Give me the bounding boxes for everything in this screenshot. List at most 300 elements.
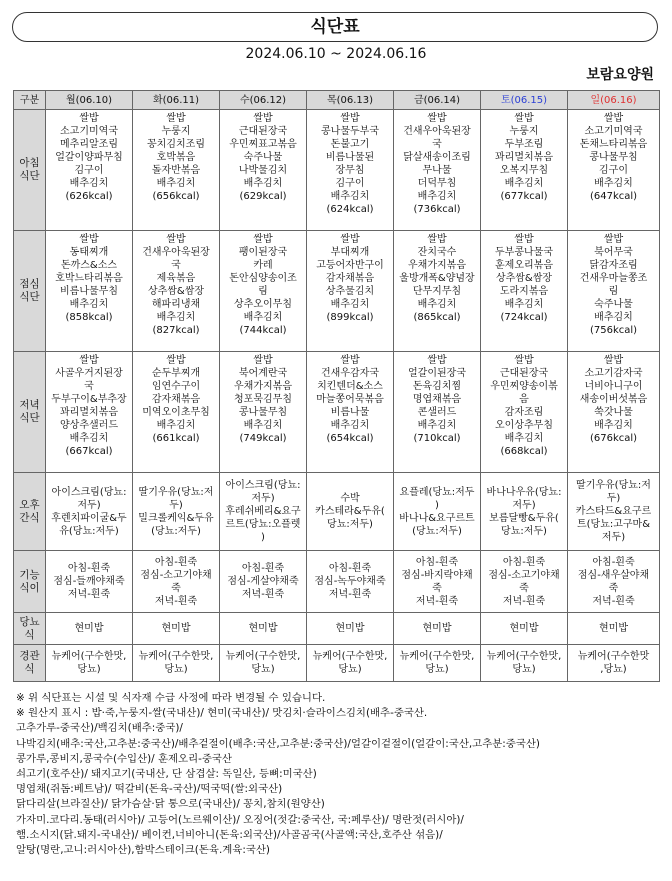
menu-item: 배추김치 (69, 299, 109, 310)
menu-item: 사골우거지된장 (55, 368, 123, 379)
menu-item: 쌀밥 (253, 355, 273, 366)
menu-item: (당뇨:저두) (412, 525, 462, 537)
menu-cell (481, 110, 568, 231)
menu-item: (676kcal) (589, 433, 638, 444)
menu-item: 배추김치 (69, 178, 109, 189)
notes (16, 691, 666, 858)
menu-item: 쌀밥 (427, 234, 447, 245)
note-line: 햄.소시지(닭.돼지-국내산)/ 베이컨,너비아니(돈육:외국산)/사골곰국(사골액:국산,호주산 섞음)/ (16, 828, 443, 841)
menu-item: 국 (171, 260, 181, 271)
day-header: 수(06.12) (220, 91, 307, 110)
menu-item: 점심-소고기야채 (140, 569, 212, 581)
row-label-line: 식이 (19, 581, 40, 594)
row-label (14, 613, 46, 645)
menu-row-snack (14, 473, 660, 551)
menu-item: 저두) (251, 493, 275, 504)
menu-item: (667kcal) (65, 446, 113, 457)
menu-item: 오이상추무침 (495, 420, 553, 431)
menu-item: 배추김치 (417, 191, 457, 202)
menu-row-functional-diet (14, 551, 660, 613)
menu-item: (654kcal) (326, 433, 374, 444)
menu-row-tube-feeding (14, 645, 660, 682)
menu-item: 현미밥 (509, 623, 539, 634)
menu-item: 배추김치 (504, 299, 544, 310)
menu-item: (756kcal) (589, 325, 638, 336)
menu-item: (858kcal) (65, 312, 113, 323)
menu-cell (133, 352, 220, 473)
menu-item: 우채가지볶음 (234, 381, 292, 392)
menu-item: (749kcal) (239, 433, 287, 444)
menu-item: (865kcal) (413, 312, 461, 323)
menu-item: 감자조림 (504, 407, 544, 418)
menu-item: 훈제오리볶음 (495, 260, 553, 271)
note-line: ※ 위 식단표는 시설 및 식자재 수급 사정에 따라 변경될 수 있습니다. (16, 692, 326, 704)
menu-cell (133, 473, 220, 551)
menu-item: 점심-바지락야채 (401, 569, 473, 581)
menu-item: 점심-녹두야채죽 (314, 576, 386, 587)
menu-item: 현미밥 (161, 623, 191, 634)
menu-cell (307, 613, 394, 645)
menu-cell (46, 110, 133, 231)
menu-item: 얼갈이양파무침 (55, 152, 123, 163)
menu-item: 쌀밥 (427, 355, 447, 366)
menu-item: 상추쌈&쌈장 (495, 273, 553, 284)
row-label-line: 저녁 (19, 399, 40, 411)
menu-item: 쑥갓나물 (594, 407, 633, 418)
menu-item: 후렌치파이굴&두 (51, 512, 127, 524)
menu-item: ,당뇨) (600, 664, 627, 675)
menu-item: 바나나우유(당뇨: (486, 486, 562, 498)
menu-item: 저녁-흰죽 (241, 589, 285, 600)
menu-item: 쌀밥 (340, 113, 360, 124)
menu-cell (394, 613, 481, 645)
menu-item: 장무침 (335, 165, 365, 176)
menu-item: 김구이 (335, 178, 365, 189)
menu-item: 순두부찌개 (151, 368, 201, 379)
menu-item: 돈까스&소스 (60, 260, 118, 271)
menu-item: (744kcal) (239, 325, 287, 336)
menu-item: 아침-흰죽 (154, 556, 198, 568)
menu-item: 고등어자반구이 (316, 260, 384, 271)
menu-item: 점심-들깨야채죽 (53, 576, 125, 587)
menu-row-lunch (14, 231, 660, 352)
menu-item: 근대된장국 (238, 126, 288, 137)
menu-item: 두부조림 (504, 139, 544, 150)
menu-cell (394, 551, 481, 613)
menu-cell (394, 473, 481, 551)
row-label (14, 645, 46, 682)
menu-item: 뉴케어(구수한맛, (51, 651, 127, 662)
menu-item: 카스타드&요구르 (575, 506, 652, 517)
menu-cell (568, 352, 660, 473)
menu-cell (220, 645, 307, 682)
menu-item: 돌자반볶음 (151, 165, 201, 176)
menu-cell (307, 645, 394, 682)
menu-item: 팽이된장국 (238, 247, 288, 258)
menu-cell (46, 645, 133, 682)
row-label-line: 기능 (19, 568, 40, 581)
menu-cell (481, 352, 568, 473)
menu-item: 음 (519, 394, 529, 405)
menu-item: 현미밥 (335, 623, 365, 634)
menu-item: (899kcal) (326, 312, 374, 323)
menu-cell (394, 110, 481, 231)
menu-cell (46, 352, 133, 473)
menu-item: 당뇨:저두) (501, 525, 547, 537)
menu-item: 쌀밥 (603, 234, 624, 245)
menu-item: 건새우감자국 (321, 368, 379, 379)
menu-item: 현미밥 (248, 623, 278, 634)
menu-item: 치킨텐더&소스 (317, 381, 383, 392)
row-label (14, 473, 46, 551)
menu-item: 명엽채볶음 (412, 394, 462, 405)
row-label-line: 당뇨 (19, 615, 40, 628)
row-label (14, 110, 46, 231)
note-line: 가자미.코다리.동태(러시아)/ 고등어(노르웨이산)/ 오징어(젓갈:중국산, 국:페루산)/ 명란젓(러시아)/ (16, 813, 464, 826)
menu-item: 죽 (519, 582, 529, 594)
menu-item: 두) (169, 499, 183, 511)
menu-item: 동태찌개 (69, 247, 109, 258)
menu-item: 쌀밥 (603, 355, 624, 366)
note-line: 쇠고기(호주산)/ 돼지고기(국내산, 단 삼겹살: 독일산, 등뼈:미국산) (16, 768, 317, 781)
facility-name: 보람요양원 (586, 67, 654, 83)
menu-item: 청포묵김무침 (234, 394, 292, 405)
menu-item: 당뇨) (425, 664, 449, 675)
menu-item: 쌀밥 (514, 113, 534, 124)
menu-item: 콩나물무침 (238, 407, 288, 418)
menu-item: 저녁-흰죽 (415, 595, 459, 607)
row-label-line: 식 (24, 663, 35, 675)
menu-item: 근대된장국 (499, 368, 549, 379)
menu-item: 단무지무침 (412, 286, 462, 297)
menu-item: 돈안심양송이조 (229, 273, 297, 284)
menu-cell (307, 551, 394, 613)
menu-item: 콘샐러드 (417, 407, 457, 418)
menu-item: 쌀밥 (166, 113, 186, 124)
menu-cell (394, 231, 481, 352)
menu-item: 당뇨) (251, 664, 275, 675)
menu-cell (220, 352, 307, 473)
menu-item: 돈불고기 (330, 139, 370, 150)
menu-cell (481, 613, 568, 645)
menu-item: 뉴케어(구수한맛 (577, 651, 650, 662)
menu-item: 쌀밥 (79, 234, 99, 245)
menu-item: 죽 (608, 582, 619, 594)
menu-item: 김구이 (74, 165, 104, 176)
menu-item: 당뇨) (164, 664, 188, 675)
menu-cell (568, 645, 660, 682)
menu-row-diabetic-diet (14, 613, 660, 645)
menu-item: 국 (432, 139, 442, 150)
note-line: 콩가루,콩비지,콩국수(수입산)/ 훈제오리-중국산 (16, 752, 232, 765)
menu-item: 울방개폭&양념장 (399, 273, 475, 284)
menu-item: 돈육김치찜 (412, 381, 462, 392)
day-header-saturday: 토(06.15) (481, 91, 568, 110)
menu-cell (220, 231, 307, 352)
menu-item: 배추김치 (417, 420, 457, 431)
menu-item: 카레 (253, 260, 273, 271)
menu-item: 닭살새송이조림 (403, 152, 471, 163)
menu-item: 꽈리멸치볶음 (495, 152, 553, 163)
menu-item: 저녁-흰죽 (67, 589, 111, 600)
menu-item: 호박볶음 (156, 152, 196, 163)
menu-item: (677kcal) (500, 191, 548, 202)
menu-item: 트(당뇨:고구마& (576, 519, 651, 530)
menu-item: 수박 (340, 493, 360, 504)
menu-item: 도라지볶음 (499, 286, 549, 297)
menu-item: 저녁-흰죽 (592, 595, 635, 607)
menu-title: 식단표 (12, 12, 658, 42)
menu-item: 비름나물된 (325, 152, 375, 163)
menu-item: (당뇨:저두) (151, 525, 201, 537)
menu-item: 배추김치 (156, 312, 196, 323)
menu-item: 죽 (432, 582, 442, 594)
menu-item: 당뇨) (338, 664, 362, 675)
menu-item: 쌀밥 (603, 113, 624, 124)
note-line: 닭다리살(브라질산)/ 닭가슴살·닭 통으로(국내산)/ 꽁치,참치(원양산) (16, 798, 325, 811)
menu-item: 북어계란국 (238, 368, 288, 379)
menu-period: 2024.06.10 ~ 2024.06.16 (245, 46, 427, 62)
menu-item: 해파리냉채 (151, 299, 201, 310)
row-label (14, 352, 46, 473)
menu-cell (568, 231, 660, 352)
menu-item: 뉴케어(구수한맛, (486, 651, 562, 662)
menu-item: 비름나물무침 (60, 286, 118, 297)
row-label-line: 간식 (19, 511, 40, 524)
menu-item: 닭감자조림 (589, 260, 638, 271)
menu-item: 아이스크림(당뇨: (225, 480, 301, 491)
row-label-line: 아침 (19, 157, 40, 169)
row-label-line: 식 (24, 628, 35, 641)
menu-item: 배추김치 (504, 433, 544, 444)
menu-item: (736kcal) (413, 204, 461, 215)
menu-cell (481, 551, 568, 613)
menu-item: (624kcal) (326, 204, 374, 215)
menu-item: 요플레(당뇨:저두 (399, 486, 475, 498)
menu-cell (307, 473, 394, 551)
menu-item: 아침-흰죽 (328, 563, 372, 574)
menu-item: 후레쉬베리&요구 (225, 506, 301, 517)
menu-item: 배추김치 (594, 420, 633, 431)
menu-item: 쌀밥 (253, 113, 273, 124)
menu-item: 딸기우유(당뇨:저 (138, 486, 214, 498)
menu-cell (481, 473, 568, 551)
menu-item: 우채가지볶음 (408, 260, 466, 271)
menu-item: 소고기감자국 (584, 368, 643, 379)
day-header: 월(06.10) (46, 91, 133, 110)
menu-cell (568, 473, 660, 551)
menu-item: 쌀밥 (166, 355, 186, 366)
menu-cell (307, 352, 394, 473)
menu-cell (481, 231, 568, 352)
menu-item: 나박물김치 (238, 165, 288, 176)
menu-item: 더덕무침 (417, 178, 457, 189)
menu-item: 오복지무침 (499, 165, 549, 176)
menu-item: 르트(당뇨:오플렛 (225, 519, 301, 530)
menu-cell (307, 231, 394, 352)
menu-item: 마늘쫑어묵볶음 (316, 394, 384, 405)
menu-item: 호박느타리볶음 (55, 273, 123, 284)
menu-item: 아침-흰죽 (241, 563, 285, 574)
menu-item: 배추김치 (594, 312, 633, 323)
menu-item: 감자채볶음 (151, 394, 201, 405)
menu-item: 아이스크림(당뇨: (51, 486, 127, 498)
menu-item: 저두) (601, 532, 626, 543)
menu-item: 배추김치 (69, 433, 109, 444)
menu-item: (661kcal) (152, 433, 200, 444)
menu-item: 미역오이초무침 (142, 407, 210, 418)
menu-item: 유(당뇨:저두) (59, 525, 119, 537)
menu-item: 비름나물 (330, 407, 370, 418)
menu-item: 쌀밥 (340, 355, 360, 366)
menu-item: 죽 (171, 582, 181, 594)
menu-item: 두) (606, 493, 621, 504)
menu-item: 양상추샐러드 (60, 420, 118, 431)
menu-row-breakfast (14, 110, 660, 231)
menu-item: 배추김치 (156, 178, 196, 189)
menu-item: 우민찌표고볶음 (229, 139, 297, 150)
menu-item: 배추김치 (243, 178, 283, 189)
menu-item: 배추김치 (243, 312, 283, 323)
menu-cell (46, 551, 133, 613)
row-label-line: 식단 (19, 291, 40, 303)
menu-item: 쌀밥 (79, 113, 99, 124)
menu-cell (46, 473, 133, 551)
menu-item: 두부구이&부추장 (51, 394, 127, 405)
menu-item: (626kcal) (65, 191, 113, 202)
menu-item: 뉴케어(구수한맛, (225, 651, 301, 662)
menu-cell (220, 551, 307, 613)
menu-item: ) (261, 532, 265, 543)
menu-item: 점심-게살야채죽 (227, 576, 299, 587)
menu-item: 배추김치 (504, 178, 544, 189)
menu-item: (710kcal) (413, 433, 461, 444)
note-line: ※ 원산지 표시 : 밥·죽,누룽지-쌀(국내산)/ 현미(국내산)/ 맛김치·슬라이스김치(배추-중국산. (16, 707, 428, 720)
menu-item: 임연수구이 (151, 381, 201, 392)
menu-item: 당뇨) (512, 664, 536, 675)
menu-cell (133, 110, 220, 231)
menu-item: 뉴케어(구수한맛, (138, 651, 214, 662)
menu-item: 두부콩나물국 (495, 247, 553, 258)
row-label-line: 점심 (19, 278, 40, 290)
menu-cell (568, 551, 660, 613)
menu-item: 뉴케어(구수한맛, (312, 651, 388, 662)
menu-item: 현미밥 (422, 623, 452, 634)
menu-cell (481, 645, 568, 682)
menu-item: 저녁-흰죽 (328, 589, 372, 600)
menu-item: 배추김치 (330, 299, 370, 310)
menu-item: 림 (608, 286, 619, 297)
menu-item: 당뇨:저두) (327, 519, 373, 530)
day-header: 금(06.14) (394, 91, 481, 110)
day-header-sunday: 일(06.16) (568, 91, 660, 110)
menu-item: 저녁-흰죽 (502, 595, 546, 607)
menu-item: (647kcal) (589, 191, 638, 202)
menu-item: 딸기우유(당뇨:저 (576, 480, 651, 491)
menu-item: 감자채볶음 (325, 273, 375, 284)
menu-cell (133, 231, 220, 352)
menu-item: 새송이버섯볶음 (579, 394, 648, 405)
menu-cell (46, 613, 133, 645)
menu-item: 콩나물무침 (589, 152, 638, 163)
menu-item: 쌀밥 (514, 234, 534, 245)
menu-cell (568, 110, 660, 231)
menu-item: 건새우마늘쫑조 (579, 273, 648, 284)
menu-item: 쌀밥 (253, 234, 273, 245)
menu-item: 현미밥 (74, 623, 104, 634)
menu-item: 우민찌양송이볶 (490, 381, 558, 392)
menu-cell (133, 645, 220, 682)
menu-item: 배추김치 (156, 420, 196, 431)
menu-item: 쌀밥 (340, 234, 360, 245)
menu-item: 배추김치 (330, 420, 370, 431)
menu-cell (133, 613, 220, 645)
menu-item: 저두) (77, 499, 101, 511)
note-line: 알탕(명란,고니:러시아산),함박스테이크(돈육.계육:국산) (16, 844, 270, 857)
menu-item: 쌀밥 (514, 355, 534, 366)
menu-item: 국 (84, 381, 94, 392)
menu-item: 너비아니구이 (584, 381, 643, 392)
menu-item: (656kcal) (152, 191, 200, 202)
menu-cell (46, 231, 133, 352)
row-label-line: 오후 (19, 498, 40, 511)
note-line: 나박김치(배추:국산,고추분:중국산)/배추겉절이(배추:국산,고추분:중국산)/얼갈이겉절이(얼갈이:국산,고추분:중국산) (16, 737, 540, 750)
day-header: 화(06.11) (133, 91, 220, 110)
menu-item: 꽁치김치조림 (147, 139, 205, 150)
menu-item: 제육볶음 (156, 273, 196, 284)
menu-item: 배추김치 (594, 178, 633, 189)
menu-item: 김구이 (599, 165, 628, 176)
row-label-line: 식단 (19, 170, 40, 182)
menu-item: 콩나물두부국 (321, 126, 379, 137)
menu-item: (629kcal) (239, 191, 287, 202)
menu-cell (394, 645, 481, 682)
menu-item: 꽈리멸치볶음 (60, 407, 118, 418)
menu-item: 점심-소고기야채 (488, 569, 560, 581)
menu-item: 쌀밥 (79, 355, 99, 366)
menu-item: 누룽지 (161, 126, 191, 137)
menu-cell (568, 613, 660, 645)
menu-item: 현미밥 (599, 623, 628, 634)
menu-item: 메추리알조림 (60, 139, 118, 150)
menu-cell (133, 551, 220, 613)
menu-item: 바나나&요구르트 (399, 512, 475, 524)
menu-item: 잔치국수 (417, 247, 457, 258)
menu-cell (307, 110, 394, 231)
menu-item: 숙주나물 (594, 299, 633, 310)
menu-item: (827kcal) (152, 325, 200, 336)
row-label (14, 551, 46, 613)
row-label (14, 231, 46, 352)
menu-item: 상추물김치 (325, 286, 375, 297)
menu-cell (394, 352, 481, 473)
note-line: 명엽채(쥐돔:베트남)/ 떡갈비(돈육-국산)/떡국떡(쌀:외국산) (16, 783, 283, 796)
menu-item: 아침-흰죽 (592, 556, 635, 568)
menu-item: 배추김치 (330, 191, 370, 202)
row-label-line: 경관 (19, 650, 40, 662)
menu-item: 배추김치 (417, 299, 457, 310)
menu-item: 당뇨) (77, 664, 101, 675)
menu-item: (724kcal) (500, 312, 548, 323)
menu-item: 부대찌개 (330, 247, 370, 258)
menu-item: 배추김치 (243, 420, 283, 431)
row-label-line: 식단 (19, 412, 40, 424)
note-line: 고추가루-중국산)/백김치(배추:중국)/ (16, 722, 183, 735)
menu-item: 아침-흰죽 (67, 563, 111, 574)
menu-item: 상추쌈&쌈장 (147, 286, 205, 297)
menu-item: 누룽지 (509, 126, 539, 137)
menu-item: (668kcal) (500, 446, 548, 457)
